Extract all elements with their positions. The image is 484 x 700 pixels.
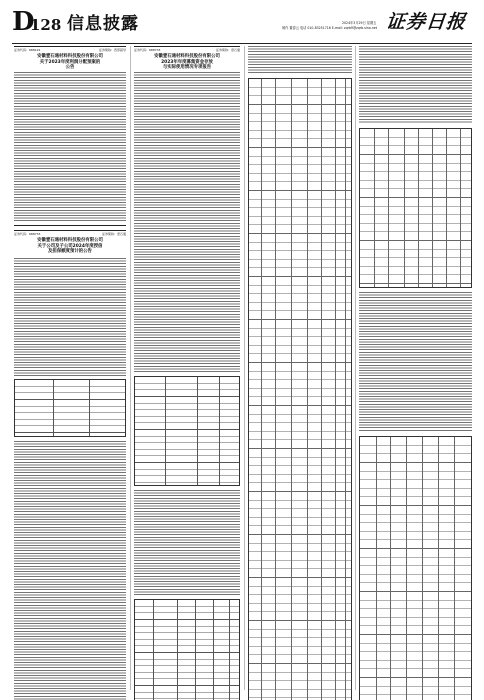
guarantee-table	[14, 379, 126, 437]
notice-3	[134, 46, 240, 71]
stock-name: 证券简称：西部超导	[98, 48, 126, 52]
issue-date: 2024年3月29日 星期五	[342, 21, 377, 25]
notice-body	[14, 72, 126, 222]
notice-title-line: 2023年年度募集资金存放	[161, 59, 213, 65]
notice-title	[14, 238, 126, 255]
column-divider	[355, 46, 356, 690]
page-header	[12, 8, 472, 42]
notice-code-line	[14, 230, 126, 236]
column-divider	[130, 46, 131, 690]
stock-code: 证券代码：688733	[14, 232, 41, 236]
notice-body	[14, 441, 126, 700]
header-rule	[12, 43, 472, 44]
notice-title	[134, 54, 240, 71]
notice-title-line: 安徽壹石通材料科技股份有限公司	[37, 238, 103, 243]
notice-title-line: 安徽壹石通材料科技股份有限公司	[37, 54, 103, 59]
notice-title-line: 关于公司及子公司2024年度授信	[37, 243, 103, 249]
notice-title-line: 关于2023年度利润分配预案的	[39, 59, 101, 65]
stock-code: 证券代码：688733	[134, 48, 161, 52]
project-detail-table	[248, 78, 352, 700]
notice-body	[248, 46, 352, 74]
notice-separator	[14, 225, 126, 226]
fund-usage-table	[134, 599, 240, 700]
notice-body	[134, 72, 240, 372]
section-title: 信息披露	[67, 14, 139, 34]
masthead-logo: 证券日报	[384, 11, 468, 33]
notice-body	[359, 292, 472, 432]
summary-table	[359, 128, 472, 288]
fund-account-table	[134, 376, 240, 486]
notice-body	[134, 490, 240, 595]
editor-contact: 制作 董春云 电话 010-83251716 E-mail: zqrb9@zqrb.sina.net	[282, 26, 377, 30]
stock-name: 证券简称：壹石通	[215, 48, 240, 52]
section-letter: D	[12, 7, 35, 37]
notice-2	[14, 230, 126, 255]
notice-1	[14, 46, 126, 71]
notice-title-line: 与实际使用情况专项报告	[162, 65, 212, 71]
notice-body	[359, 46, 472, 124]
notice-title-line: 及担保额度预计的公告	[48, 249, 92, 255]
column-divider	[244, 46, 245, 690]
notice-body	[14, 258, 126, 376]
stock-code: 证券代码：688122	[14, 48, 41, 52]
notice-title	[14, 54, 126, 71]
notice-code-line	[134, 46, 240, 52]
project-change-table	[359, 436, 472, 700]
stock-name: 证券简称：壹石通	[101, 232, 126, 236]
notice-title-line: 公告	[65, 65, 75, 71]
notice-title-line: 安徽壹石通材料科技股份有限公司	[154, 54, 220, 59]
notice-code-line	[14, 46, 126, 52]
page-number: 128	[30, 16, 62, 34]
